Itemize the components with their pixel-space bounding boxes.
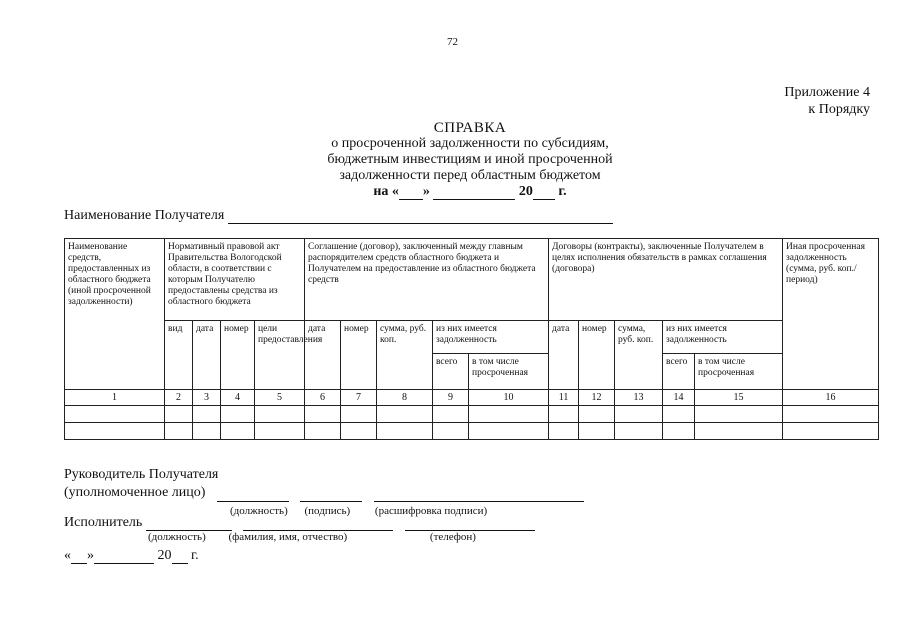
title-date-line <box>200 184 740 200</box>
header-npa-purpose: цели предоставления <box>255 321 305 390</box>
date-day-blank[interactable] <box>399 199 423 200</box>
sig-date-mid: » <box>87 548 94 563</box>
header-contracts: Договоры (контракты), заключенные Получателем в целях исполнения обязательств в рамках соглашения (договора) <box>549 239 783 321</box>
appendix-line2: к Порядку <box>808 102 870 117</box>
recipient-label: Наименование Получателя <box>64 208 225 223</box>
table-cell[interactable] <box>305 423 341 440</box>
caption-position: (должность) <box>230 505 288 517</box>
title-date-mid: » <box>422 184 434 199</box>
table-cell[interactable] <box>433 406 469 423</box>
table-cell[interactable] <box>469 406 549 423</box>
col-number: 16 <box>783 390 879 406</box>
head-title-line2 <box>64 484 584 502</box>
caption-signature: (подпись) <box>304 505 351 517</box>
table-cell[interactable] <box>305 406 341 423</box>
header-con-sum: сумма, руб. коп. <box>615 321 663 390</box>
table-cell[interactable] <box>255 406 305 423</box>
recipient-line <box>64 208 613 224</box>
table-cell[interactable] <box>469 423 549 440</box>
sig-date-prefix: « <box>64 548 71 563</box>
caption-fio: (фамилия, имя, отчество) <box>228 531 348 543</box>
recipient-name-blank[interactable] <box>228 223 613 224</box>
header-agr-debt: из них имеется задолженность <box>433 321 549 354</box>
table-cell[interactable] <box>193 423 221 440</box>
header-npa-number: номер <box>221 321 255 390</box>
table-cell[interactable] <box>65 423 165 440</box>
table-cell[interactable] <box>193 406 221 423</box>
table-row <box>65 406 879 423</box>
table-cell[interactable] <box>549 406 579 423</box>
table-cell[interactable] <box>783 423 879 440</box>
caption-phone: (телефон) <box>429 531 476 543</box>
executor-captions <box>148 531 535 543</box>
col-number: 8 <box>377 390 433 406</box>
head-title-line1: Руководитель Получателя <box>64 467 219 482</box>
table-cell[interactable] <box>615 423 663 440</box>
table-cell[interactable] <box>341 423 377 440</box>
col-number: 13 <box>615 390 663 406</box>
caption-exec-position: (должность) <box>148 531 206 543</box>
table-cell[interactable] <box>783 406 879 423</box>
table-cell[interactable] <box>221 423 255 440</box>
header-agreement: Соглашение (договор), заключенный между главным распорядителем средств областного бюджета и Получателем на предоставление из областного бюджета средств <box>305 239 549 321</box>
col-number: 6 <box>305 390 341 406</box>
page-number: 72 <box>447 36 458 48</box>
appendix-label <box>760 84 870 118</box>
table-cell[interactable] <box>255 423 305 440</box>
table-header-row-2 <box>65 321 879 354</box>
table-cell[interactable] <box>695 406 783 423</box>
head-signature-block <box>64 466 584 520</box>
header-con-total: всего <box>663 354 695 390</box>
header-npa-date: дата <box>193 321 221 390</box>
sig-date-year-blank[interactable] <box>172 563 188 564</box>
header-con-debt: из них имеется задолженность <box>663 321 783 354</box>
appendix-line1: Приложение 4 <box>784 85 870 100</box>
title-date-prefix: на « <box>373 184 399 199</box>
title-date-suffix: г. <box>554 184 567 199</box>
sig-date-month-blank[interactable] <box>94 563 154 564</box>
date-year-blank[interactable] <box>533 199 555 200</box>
sig-date-day-blank[interactable] <box>71 563 87 564</box>
header-agr-sum: сумма, руб. коп. <box>377 321 433 390</box>
sig-date-year: 20 <box>157 548 172 563</box>
header-agr-number: номер <box>341 321 377 390</box>
header-npa-vid: вид <box>165 321 193 390</box>
title-date-year: 20 <box>515 184 533 199</box>
executor-label: Исполнитель <box>64 515 143 530</box>
header-agr-overdue: в том числе просроченная <box>469 354 549 390</box>
table-cell[interactable] <box>65 406 165 423</box>
executor-block <box>64 515 535 543</box>
header-npa: Нормативный правовой акт Правительства Вологодской области, в соответствии с которым Получателю предоставлены средства из областного бюджета <box>165 239 305 321</box>
col-number: 10 <box>469 390 549 406</box>
header-agr-total: всего <box>433 354 469 390</box>
table-cell[interactable] <box>663 423 695 440</box>
col-number: 9 <box>433 390 469 406</box>
table-row <box>65 423 879 440</box>
header-con-number: номер <box>579 321 615 390</box>
header-col-name: Наименование средств, предоставленных из областного бюджета (иной просроченной задолженности) <box>65 239 165 390</box>
col-number: 2 <box>165 390 193 406</box>
table-cell[interactable] <box>615 406 663 423</box>
table-number-row <box>65 390 879 406</box>
sig-date-suffix: г. <box>191 548 199 563</box>
table-cell[interactable] <box>221 406 255 423</box>
header-con-overdue: в том числе просроченная <box>695 354 783 390</box>
col-number: 5 <box>255 390 305 406</box>
title-line3: задолженности перед областным бюджетом <box>339 168 601 183</box>
table-cell[interactable] <box>377 423 433 440</box>
title-line2: бюджетным инвестициям и иной просроченной <box>327 152 613 167</box>
table-cell[interactable] <box>695 423 783 440</box>
header-con-date: дата <box>549 321 579 390</box>
table-cell[interactable] <box>165 406 193 423</box>
header-other-debt: Иная просроченная задолженность (сумма, руб. коп./период) <box>783 239 879 390</box>
col-number: 14 <box>663 390 695 406</box>
col-number: 4 <box>221 390 255 406</box>
col-number: 7 <box>341 390 377 406</box>
table-cell[interactable] <box>165 423 193 440</box>
table-cell[interactable] <box>579 406 615 423</box>
col-number: 3 <box>193 390 221 406</box>
title-line1: о просроченной задолженности по субсидиям, <box>331 136 609 151</box>
table-cell[interactable] <box>579 423 615 440</box>
table-cell[interactable] <box>377 406 433 423</box>
table-cell[interactable] <box>433 423 469 440</box>
head-title-line2-text: (уполномоченное лицо) <box>64 485 206 500</box>
debt-table <box>64 238 879 440</box>
date-month-blank[interactable] <box>433 199 515 200</box>
table-cell[interactable] <box>663 406 695 423</box>
document-title <box>200 120 740 200</box>
header-agr-date: дата <box>305 321 341 390</box>
table-cell[interactable] <box>341 406 377 423</box>
table-header-row-1 <box>65 239 879 321</box>
caption-decoding: (расшифровка подписи) <box>374 505 488 517</box>
col-number: 15 <box>695 390 783 406</box>
signature-date-line <box>64 548 199 564</box>
table-cell[interactable] <box>549 423 579 440</box>
title-heading: СПРАВКА <box>433 120 507 136</box>
col-number: 1 <box>65 390 165 406</box>
col-number: 11 <box>549 390 579 406</box>
col-number: 12 <box>579 390 615 406</box>
